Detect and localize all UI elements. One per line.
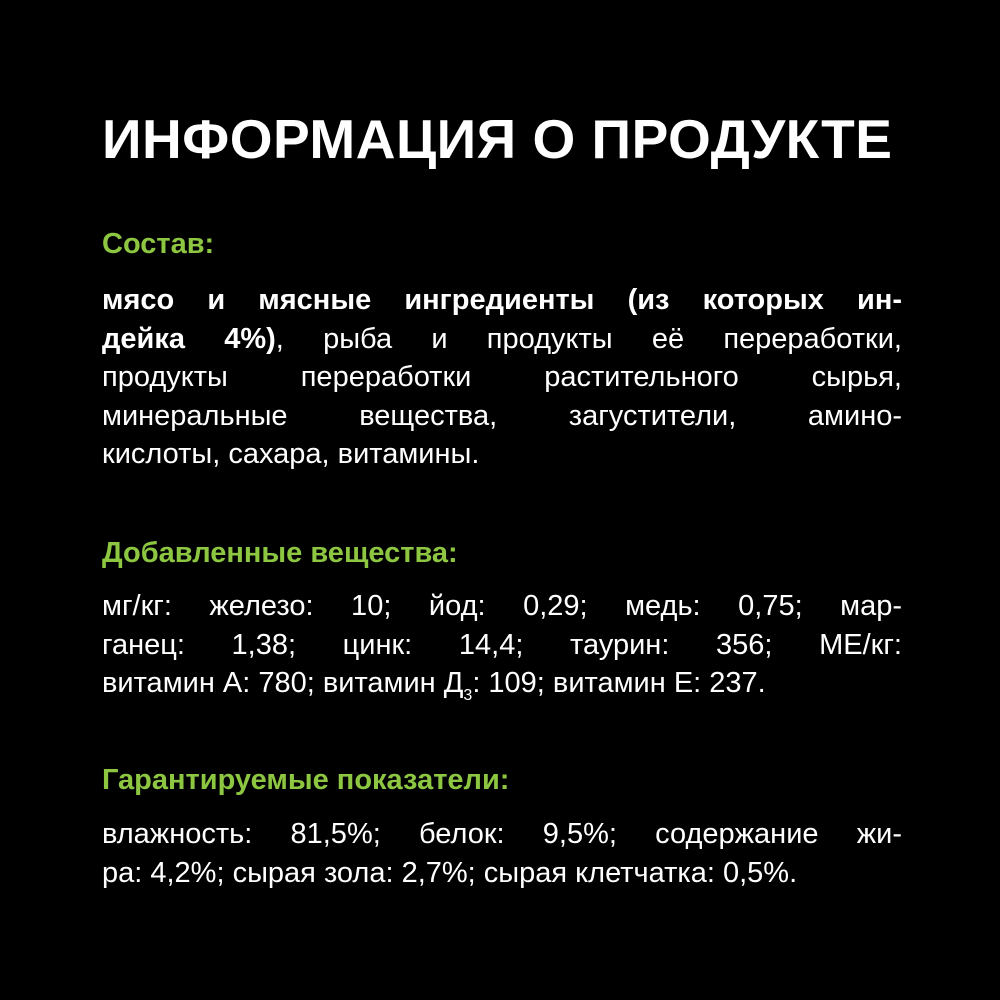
additives-heading: Добавленные вещества: — [102, 537, 458, 569]
additives-line-3-b: : 109; витамин Е: 237. — [472, 667, 766, 699]
composition-line-2-bold: дейка 4%) — [102, 322, 276, 355]
additives-text — [102, 587, 902, 708]
composition-text — [102, 281, 902, 474]
additives-line-1: мг/кг: железо: 10; йод: 0,29; медь: 0,75; мар- — [102, 590, 902, 622]
additives-line-2: ганец: 1,38; цинк: 14,4; таурин: 356; МЕ/кг: — [102, 628, 902, 661]
page-title: ИНФОРМАЦИЯ О ПРОДУКТЕ — [102, 108, 893, 170]
vitamin-d-subscript: 3 — [463, 687, 473, 704]
composition-line-4: минеральные вещества, загустители, амино- — [102, 399, 902, 432]
additives-line-3 — [102, 664, 902, 708]
composition-line-3: продукты переработки растительного сырья, — [102, 361, 902, 393]
guaranteed-text — [102, 815, 902, 892]
composition-line-1: мясо и мясные ингредиенты (из которых ин- — [102, 284, 902, 316]
additives-line-3-a: витамин А: 780; витамин Д — [102, 667, 464, 699]
composition-line-2 — [102, 320, 902, 359]
guaranteed-line-2: ра: 4,2%; сырая зола: 2,7%; сырая клетчатка: 0,5%. — [102, 856, 798, 889]
composition-line-5: кислоты, сахара, витамины. — [102, 438, 480, 470]
composition-line-2-rest: , рыба и продукты её переработки, — [275, 322, 902, 355]
guaranteed-line-1: влажность: 81,5%; белок: 9,5%; содержание жи- — [102, 818, 902, 850]
composition-heading: Состав: — [102, 228, 215, 260]
guaranteed-heading: Гарантируемые показатели: — [102, 764, 510, 796]
